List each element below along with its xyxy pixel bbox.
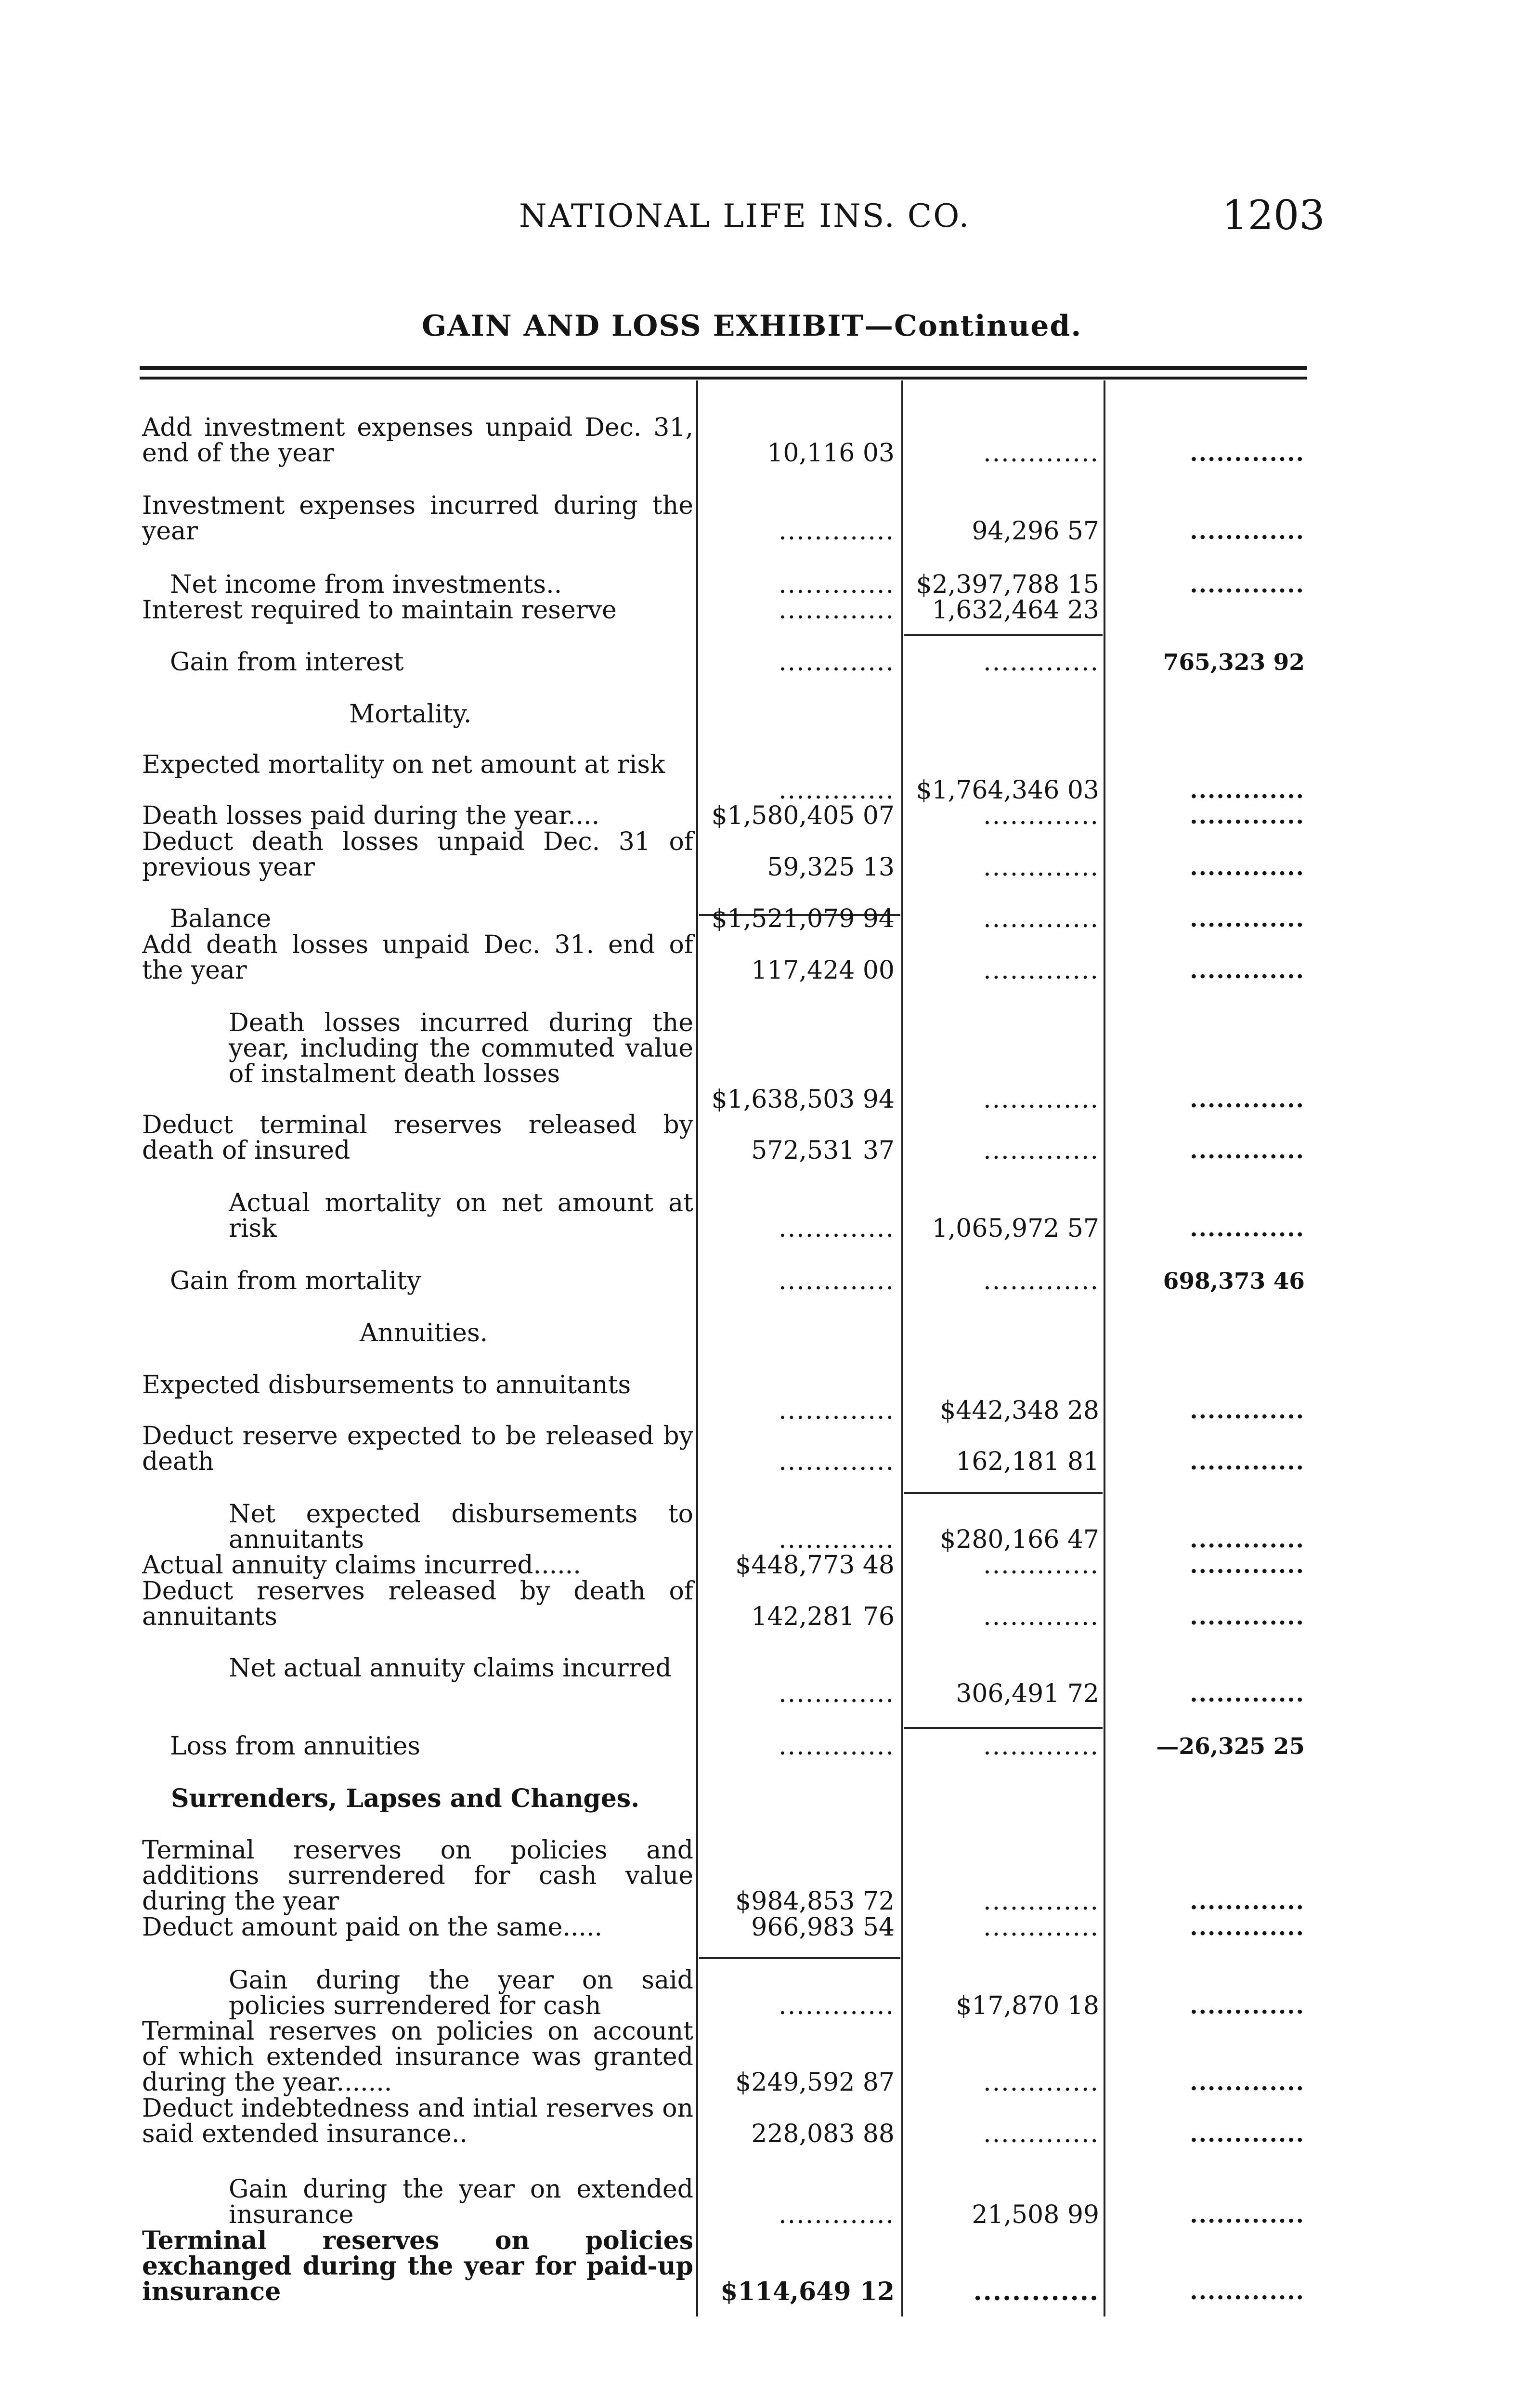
row-label: Net actual annuity claims incurred [229, 1654, 672, 1683]
col3-leader: ............. [1190, 777, 1305, 804]
col1-amount: 59,325 13 [767, 853, 895, 882]
row-label: Actual annuity claims incurred...... [142, 1551, 581, 1580]
col3-leader: ............. [1190, 440, 1305, 467]
section-title: Surrenders, Lapses and Changes. [171, 1784, 640, 1813]
col2-leader: ............. [983, 1085, 1099, 1114]
col2-leader: ............. [983, 1136, 1099, 1165]
col2-leader: ............. [973, 2277, 1099, 2306]
col3-leader: ............. [1190, 572, 1305, 598]
col2-amount: $442,348 28 [940, 1396, 1099, 1425]
col3-amount: 698,373 46 [1163, 1268, 1305, 1295]
col2-leader: ............. [983, 1551, 1099, 1580]
col1-amount: 228,083 88 [751, 2120, 895, 2148]
row-label: Death losses paid during the year.... [142, 801, 600, 830]
col1-amount: $984,853 72 [735, 1887, 895, 1916]
col2-leader: ............. [983, 801, 1099, 830]
col2-amount: 94,296 57 [972, 517, 1099, 546]
col2-amount: 1,065,972 57 [932, 1214, 1099, 1243]
row-label: Deduct amount paid on the same..... [142, 1913, 602, 1942]
col1-leader: ............. [779, 2200, 895, 2229]
row-label: Expected mortality on net amount at risk [142, 750, 665, 779]
col2-leader: ............. [983, 1732, 1099, 1761]
col1-amount: 966,983 54 [751, 1913, 895, 1942]
col1-leader: ............. [779, 1732, 895, 1761]
row-label: Deduct reserves released by death of annuitants [142, 1577, 693, 1631]
col2-leader: ............. [983, 853, 1099, 882]
col2-amount: 1,632,464 23 [932, 596, 1099, 625]
col3-leader: ............. [1190, 906, 1305, 932]
row-label: Death losses incurred during the year, including the commuted value of instalment death losses [229, 1008, 693, 1088]
col1-amount: $249,592 87 [735, 2068, 895, 2097]
col1-leader: ............. [779, 1214, 895, 1243]
col3-leader: ............. [1190, 1888, 1305, 1915]
top-rule [140, 366, 1307, 370]
row-label: Net income from investments.. [170, 570, 562, 599]
row-label: Add investment expenses unpaid Dec. 31, end of the year [142, 413, 693, 468]
row-label: Interest required to maintain reserve [142, 596, 617, 625]
col3-leader: ............. [1190, 1138, 1305, 1164]
col2-leader: ............. [983, 2120, 1099, 2148]
col2-leader: ............. [983, 2068, 1099, 2097]
col1-leader: ............. [779, 1525, 895, 1554]
col3-leader: ............. [1190, 1527, 1305, 1553]
col1-leader: ............. [779, 570, 895, 599]
col1-leader: ............. [779, 517, 895, 546]
row-label: Gain during the year on said policies surrendered for cash [229, 1966, 693, 2020]
row-label: Gain during the year on extended insurance [229, 2175, 693, 2229]
col1-amount: 10,116 03 [767, 439, 895, 468]
col3-leader: ............. [1190, 1681, 1305, 1707]
subtotal-rule [904, 1492, 1103, 1494]
col3-leader: ............. [1190, 957, 1305, 984]
col3-leader: ............. [1190, 854, 1305, 881]
row-label: Loss from annuities [170, 1732, 421, 1761]
row-label: Actual mortality on net amount at risk [229, 1189, 693, 1243]
row-label: Deduct terminal reserves released by death of insured [142, 1111, 693, 1165]
col1-amount: $1,521,079 94 [711, 904, 895, 933]
col3-leader: ............. [1190, 2121, 1305, 2147]
row-label: Balance [170, 904, 272, 933]
row-label: Deduct reserve expected to be released by death [142, 1422, 693, 1476]
col1-leader: ............. [779, 596, 895, 625]
col2-leader: ............. [983, 904, 1099, 933]
col3-leader: ............. [1190, 1216, 1305, 1242]
col3-amount: 765,323 92 [1163, 649, 1305, 676]
col3-leader: ............. [1190, 2069, 1305, 2096]
col2-leader: ............. [983, 1913, 1099, 1942]
col2-leader: ............. [983, 1887, 1099, 1916]
col2-amount: $17,870 18 [956, 1991, 1099, 2020]
col2-amount: 162,181 81 [956, 1447, 1099, 1476]
page-number: 1203 [1222, 192, 1325, 239]
col2-amount: $1,764,346 03 [916, 776, 1099, 805]
col2-leader: ............. [983, 648, 1099, 677]
col1-leader: ............. [779, 1991, 895, 2020]
row-label: Gain from mortality [170, 1267, 421, 1296]
col1-amount: $1,638,503 94 [711, 1085, 895, 1114]
subtotal-rule [904, 1727, 1103, 1729]
col1-amount: $448,773 48 [735, 1551, 895, 1580]
col1-amount: $114,649 12 [720, 2277, 895, 2306]
row-label: Terminal reserves on policies exchanged during the year for paid-up insurance [142, 2226, 693, 2306]
row-label: Gain from interest [170, 648, 404, 677]
exhibit-title: GAIN AND LOSS EXHIBIT—Continued. [422, 309, 1082, 343]
subtotal-rule [699, 1957, 900, 1959]
col2-amount: 306,491 72 [956, 1679, 1099, 1708]
col1-leader: ............. [779, 1267, 895, 1296]
row-label: Terminal reserves on policies and additions surrendered for cash value during the year [142, 1836, 693, 1916]
subtotal-rule [904, 634, 1103, 636]
col2-amount: $2,397,788 15 [916, 570, 1099, 599]
col3-leader: ............. [1190, 803, 1305, 829]
col3-leader: ............. [1190, 1993, 1305, 2019]
row-label: Expected disbursements to annuitants [142, 1371, 631, 1400]
col2-amount: 21,508 99 [972, 2200, 1099, 2229]
col3-leader: ............. [1190, 2278, 1305, 2305]
col2-leader: ............. [983, 1602, 1099, 1631]
col1-amount: 572,531 37 [751, 1136, 895, 1165]
col1-amount: 142,281 76 [751, 1602, 895, 1631]
col2-amount: $280,166 47 [940, 1525, 1099, 1554]
col3-leader: ............. [1190, 1449, 1305, 1475]
col3-leader: ............. [1190, 1604, 1305, 1630]
col2-leader: ............. [983, 439, 1099, 468]
col1-leader: ............. [779, 1396, 895, 1425]
col3-leader: ............. [1190, 1086, 1305, 1113]
col2-leader: ............. [983, 956, 1099, 985]
section-title: Mortality. [349, 700, 472, 729]
top-rule-lower [140, 377, 1307, 380]
col3-leader: ............. [1190, 2202, 1305, 2228]
col1-leader: ............. [779, 1679, 895, 1708]
section-title: Annuities. [360, 1319, 488, 1348]
col1-leader: ............. [779, 648, 895, 677]
col1-leader: ............. [779, 1447, 895, 1476]
running-header-company: NATIONAL LIFE INS. CO. [519, 197, 971, 235]
row-label: Deduct death losses unpaid Dec. 31 of previous year [142, 827, 693, 882]
row-label: Add death losses unpaid Dec. 31. end of the year [142, 930, 693, 985]
col3-leader: ............. [1190, 1914, 1305, 1941]
row-label: Net expected disbursements to annuitants [229, 1500, 693, 1554]
col1-amount: $1,580,405 07 [711, 801, 895, 830]
row-label: Deduct indebtedness and intial reserves on said extended insurance.. [142, 2094, 693, 2148]
row-label: Investment expenses incurred during the year [142, 491, 693, 546]
col2-leader: ............. [983, 1267, 1099, 1296]
col3-amount: —26,325 25 [1156, 1733, 1305, 1760]
column-divider-3 [1104, 380, 1105, 2316]
col3-leader: ............. [1190, 1398, 1305, 1424]
col3-leader: ............. [1190, 518, 1305, 545]
row-label: Terminal reserves on policies on account of which extended insurance was granted during the year....... [142, 2017, 693, 2097]
col3-leader: ............. [1190, 1552, 1305, 1579]
col1-amount: 117,424 00 [751, 956, 895, 985]
col1-leader: ............. [779, 776, 895, 805]
